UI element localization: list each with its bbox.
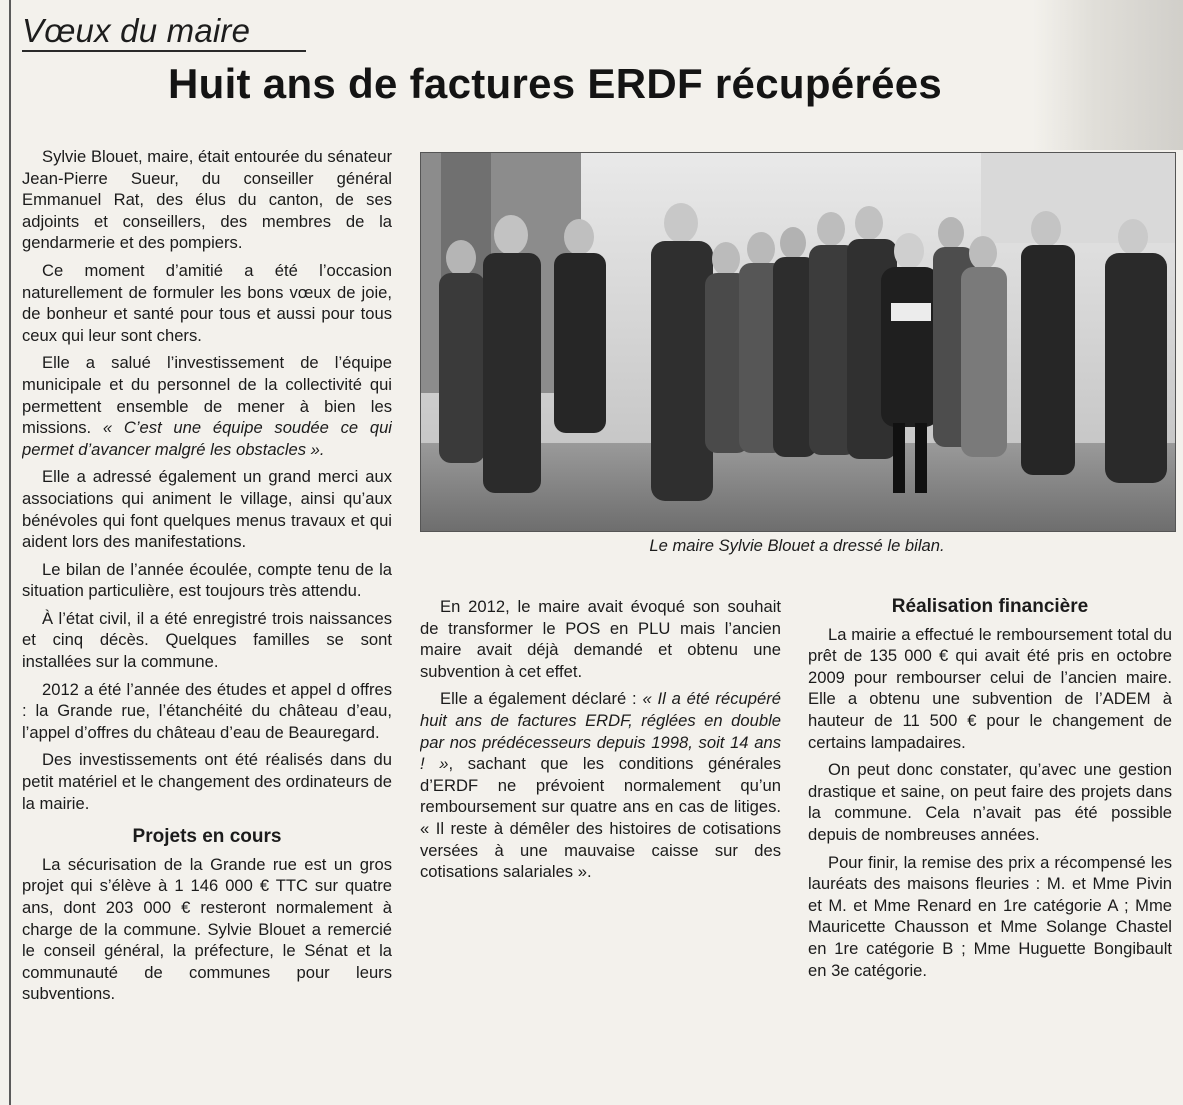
group-photo-illustration xyxy=(421,153,1175,531)
column-rule xyxy=(9,0,11,1105)
quote: « Il a été récupéré huit ans de factures ERDF, réglées en double par nos prédécesseurs depuis 1998, soit 14 ans ! » xyxy=(420,689,781,774)
paragraph: Le bilan de l’année écoulée, compte tenu de la situation particulière, est toujours très attendu. xyxy=(22,559,392,601)
headline: Huit ans de factures ERDF récupérées xyxy=(168,60,943,107)
paragraph: Ce moment d’amitié a été l’occasion naturellement de formuler les bons vœux de joie, de bonheur et santé pour tous et aussi pour tous ceux qui leur sont chers. xyxy=(22,260,392,345)
text-column-3 xyxy=(808,596,1172,1101)
adjacent-article-bleed xyxy=(1033,0,1183,150)
paragraph xyxy=(420,688,781,882)
paragraph-text: Elle a également déclaré : xyxy=(440,689,637,709)
paragraph: Sylvie Blouet, maire, était entourée du sénateur Jean-Pierre Sueur, du conseiller général Emmanuel Rat, des élus du canton, de ses adjoints et conseillers, des membres de la gendarmerie et des pompiers. xyxy=(22,147,392,253)
paragraph-continued: La sécurisation de la Grande rue est un gros projet qui s’élève à 1 146 000 € TTC sur quatre ans, dont 203 000 € resteront normalement à charge de la commune. Sylvie Blouet a remercié le conseil général, la préfecture, le Sénat et la communauté de communes pour leurs subventions. xyxy=(22,854,392,1004)
paragraph: Elle a adressé également un grand merci aux associations qui animent le village, ainsi qu’aux bénévoles qui font quelques menus travaux et qui aident lors des manifestations. xyxy=(22,467,392,552)
subheading-projets: Projets en cours xyxy=(132,826,282,848)
text-column-1 xyxy=(22,146,392,1101)
section-kicker: Vœux du maire xyxy=(22,12,251,49)
quote: « C’est une équipe soudée ce qui permet d’avancer malgré les obstacles ». xyxy=(22,418,392,459)
paragraph: On peut donc constater, qu’avec une gestion drastique et saine, on peut faire des projets dans la commune. Cela n’avait pas été possible depuis de nombreuses années. xyxy=(808,760,1172,844)
photo-caption: Le maire Sylvie Blouet a dressé le bilan. xyxy=(649,536,945,555)
text-column-2 xyxy=(420,596,781,1101)
paragraph: 2012 a été l’année des études et appel d offres : la Grande rue, l’étanchéité du château d’eau, l’appel d’offres du château d’eau de Beauregard. xyxy=(22,679,392,742)
paragraph-text: Elle a salué l’investissement de l’équipe municipale et du personnel de la collectivité qui permettent ensemble de mener à bien les missions. xyxy=(22,353,392,438)
subheading-realisation: Réalisation financière xyxy=(891,596,1089,617)
paragraph xyxy=(22,352,392,460)
kicker-underline xyxy=(22,50,306,52)
paragraph: Pour finir, la remise des prix a récompensé les lauréats des maisons fleuries : M. et Mme Pivin et M. et Mme Renard en 1re catégorie A ; Mme Mauricette Chausson et Mme Solange Chastel en 1re catégorie B ; Mme Huguette Bongibault en 3e catégorie. xyxy=(808,852,1172,980)
paragraph: À l’état civil, il a été enregistré trois naissances et cinq décès. Quelques familles se sont installées sur la commune. xyxy=(22,608,392,672)
paragraph: La mairie a effectué le remboursement total du prêt de 135 000 € qui avait été pris en octobre 2009 pour rembourser celui de l’ancien maire. Elle a obtenu une subvention de l’ADEM à hauteur de 11 500 € pour le changement de certains lampadaires. xyxy=(808,624,1172,752)
paragraph: Des investissements ont été réalisés dans du petit matériel et le changement des ordinateurs de la mairie. xyxy=(22,750,392,813)
paragraph-text: , sachant que les conditions générales d’ERDF ne prévoient normalement qu’un remboursement sur quatre ans en cas de litiges. « Il reste à démêler des histoires de cotisations versées à une mauvaise caisse sur des cotisations salariales ». xyxy=(420,754,781,882)
paragraph: En 2012, le maire avait évoqué son souhait de transformer le POS en PLU mais l’ancien maire avait déjà demandé et obtenu une subvention à cet effet. xyxy=(420,597,781,681)
photo-group xyxy=(420,152,1176,532)
